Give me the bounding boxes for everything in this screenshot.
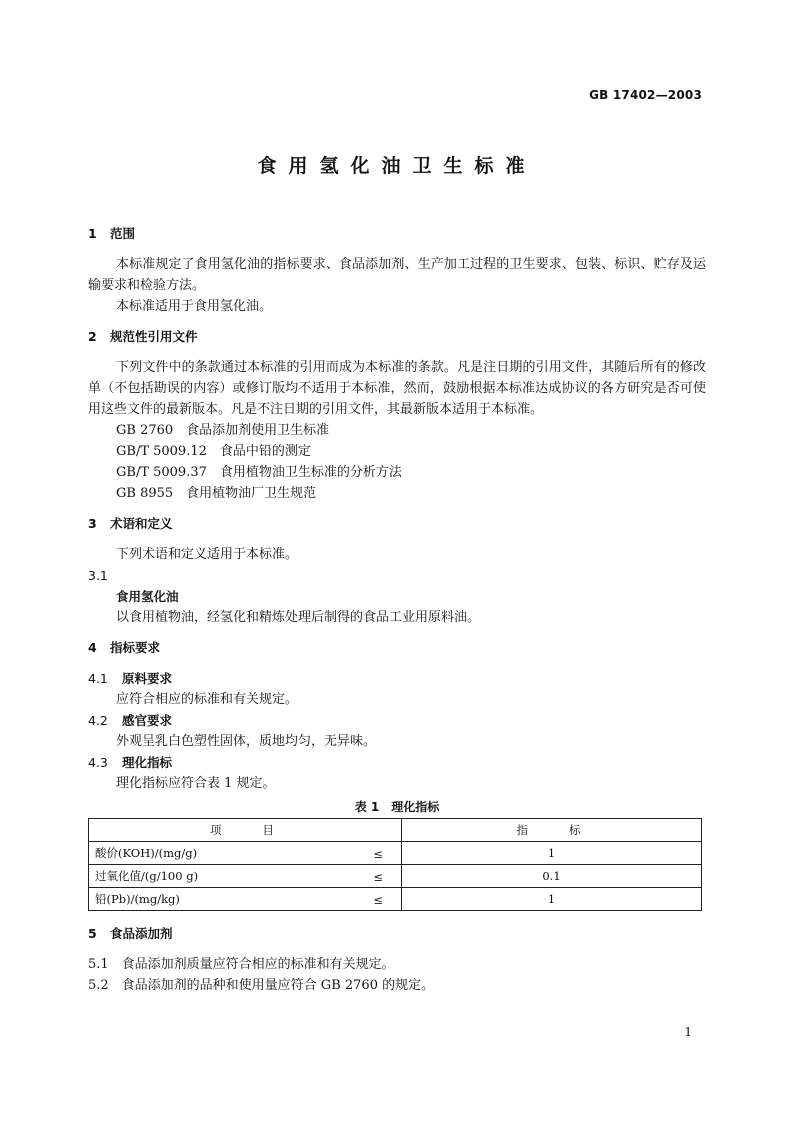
section-heading-food-additives (88, 923, 706, 945)
subsection-number: 4.2 (88, 713, 108, 728)
item-label: 酸价(KOH)/(mg/g) (95, 845, 198, 860)
less-equal-symbol: ≤ (373, 893, 383, 907)
less-equal-symbol: ≤ (373, 870, 383, 884)
additives-clause-5-1: 5.1 食品添加剂质量应符合相应的标准和有关规定。 (88, 957, 395, 972)
table-cell-value: 0.1 (402, 865, 702, 888)
subsection-number: 4.3 (88, 755, 108, 770)
section-number: 3 (88, 516, 97, 531)
item-label: 过氧化值/(g/100 g) (95, 868, 199, 883)
subsection-title: 理化指标 (122, 755, 173, 770)
standard-code: GB 17402—2003 (589, 88, 702, 102)
header-value: 指 标 (402, 819, 702, 842)
table-row (89, 888, 702, 911)
subsection-title: 原料要求 (122, 671, 173, 686)
scope-paragraph-1: 本标准规定了食用氢化油的指标要求、食品添加剂、生产加工过程的卫生要求、包装、标识、贮存及运输要求和检验方法。 (88, 257, 706, 293)
section-title: 指标要求 (110, 640, 161, 655)
section-heading-requirements (88, 637, 706, 659)
reference-item: GB 8955 食用植物油厂卫生规范 (116, 486, 317, 501)
table-caption: 表 1 理化指标 (354, 800, 440, 814)
sensory-text: 外观呈乳白色塑性固体，质地均匀，无异味。 (116, 734, 377, 749)
section-title: 术语和定义 (110, 516, 173, 531)
header-item: 项 目 (89, 819, 402, 842)
table-cell-value: 1 (402, 888, 702, 911)
additives-clause-5-2: 5.2 食品添加剂的品种和使用量应符合 GB 2760 的规定。 (88, 978, 435, 993)
section-number: 4 (88, 640, 97, 655)
subsection-heading-sensory (88, 710, 706, 731)
section-title: 范围 (110, 226, 136, 241)
document-body (88, 223, 706, 996)
subsection-title: 感官要求 (122, 713, 173, 728)
table-row (89, 865, 702, 888)
subsection-heading-physicochemical (88, 752, 706, 773)
reference-item: GB 2760 食品添加剂使用卫生标准 (116, 423, 330, 438)
term-name: 食用氢化油 (116, 589, 179, 604)
table-cell-value: 1 (402, 842, 702, 865)
references-paragraph: 下列文件中的条款通过本标准的引用而成为本标准的条款。凡是注日期的引用文件，其随后所有的修改单（不包括勘误的内容）或修订版均不适用于本标准，然而，鼓励根据本标准达成协议的各方研究是否可使用这些文件的最新版本。凡是不注日期的引用文件，其最新版本适用于本标准。 (88, 360, 706, 417)
section-title: 规范性引用文件 (110, 329, 198, 344)
raw-material-text: 应符合相应的标准和有关规定。 (116, 692, 299, 707)
table-header-row (89, 819, 702, 842)
table-cell-item (89, 888, 402, 911)
table-row (89, 842, 702, 865)
subsection-heading-raw-material (88, 668, 706, 689)
section-heading-terms (88, 513, 706, 535)
table-cell-item (89, 842, 402, 865)
subsection-number: 4.1 (88, 671, 108, 686)
physicochemical-table (88, 818, 702, 911)
term-definition: 以食用植物油，经氢化和精炼处理后制得的食品工业用原料油。 (116, 610, 481, 625)
document-title: 食用氢化油卫生标准 (257, 155, 537, 177)
section-heading-normative-references (88, 326, 706, 348)
section-number: 2 (88, 329, 97, 344)
page-number: 1 (684, 1025, 692, 1039)
section-heading-scope (88, 223, 706, 245)
section-title: 食品添加剂 (110, 926, 173, 941)
section-number: 1 (88, 226, 97, 241)
term-number: 3.1 (88, 568, 108, 583)
scope-paragraph-2: 本标准适用于食用氢化油。 (116, 299, 273, 314)
reference-item: GB/T 5009.12 食品中铅的测定 (116, 444, 311, 459)
table-cell-item (89, 865, 402, 888)
item-label: 铅(Pb)/(mg/kg) (95, 891, 180, 906)
section-number: 5 (88, 926, 97, 941)
reference-item: GB/T 5009.37 食用植物油卫生标准的分析方法 (116, 465, 402, 480)
physicochemical-text: 理化指标应符合表 1 规定。 (116, 776, 276, 791)
terms-paragraph: 下列术语和定义适用于本标准。 (116, 547, 299, 562)
less-equal-symbol: ≤ (373, 847, 383, 861)
